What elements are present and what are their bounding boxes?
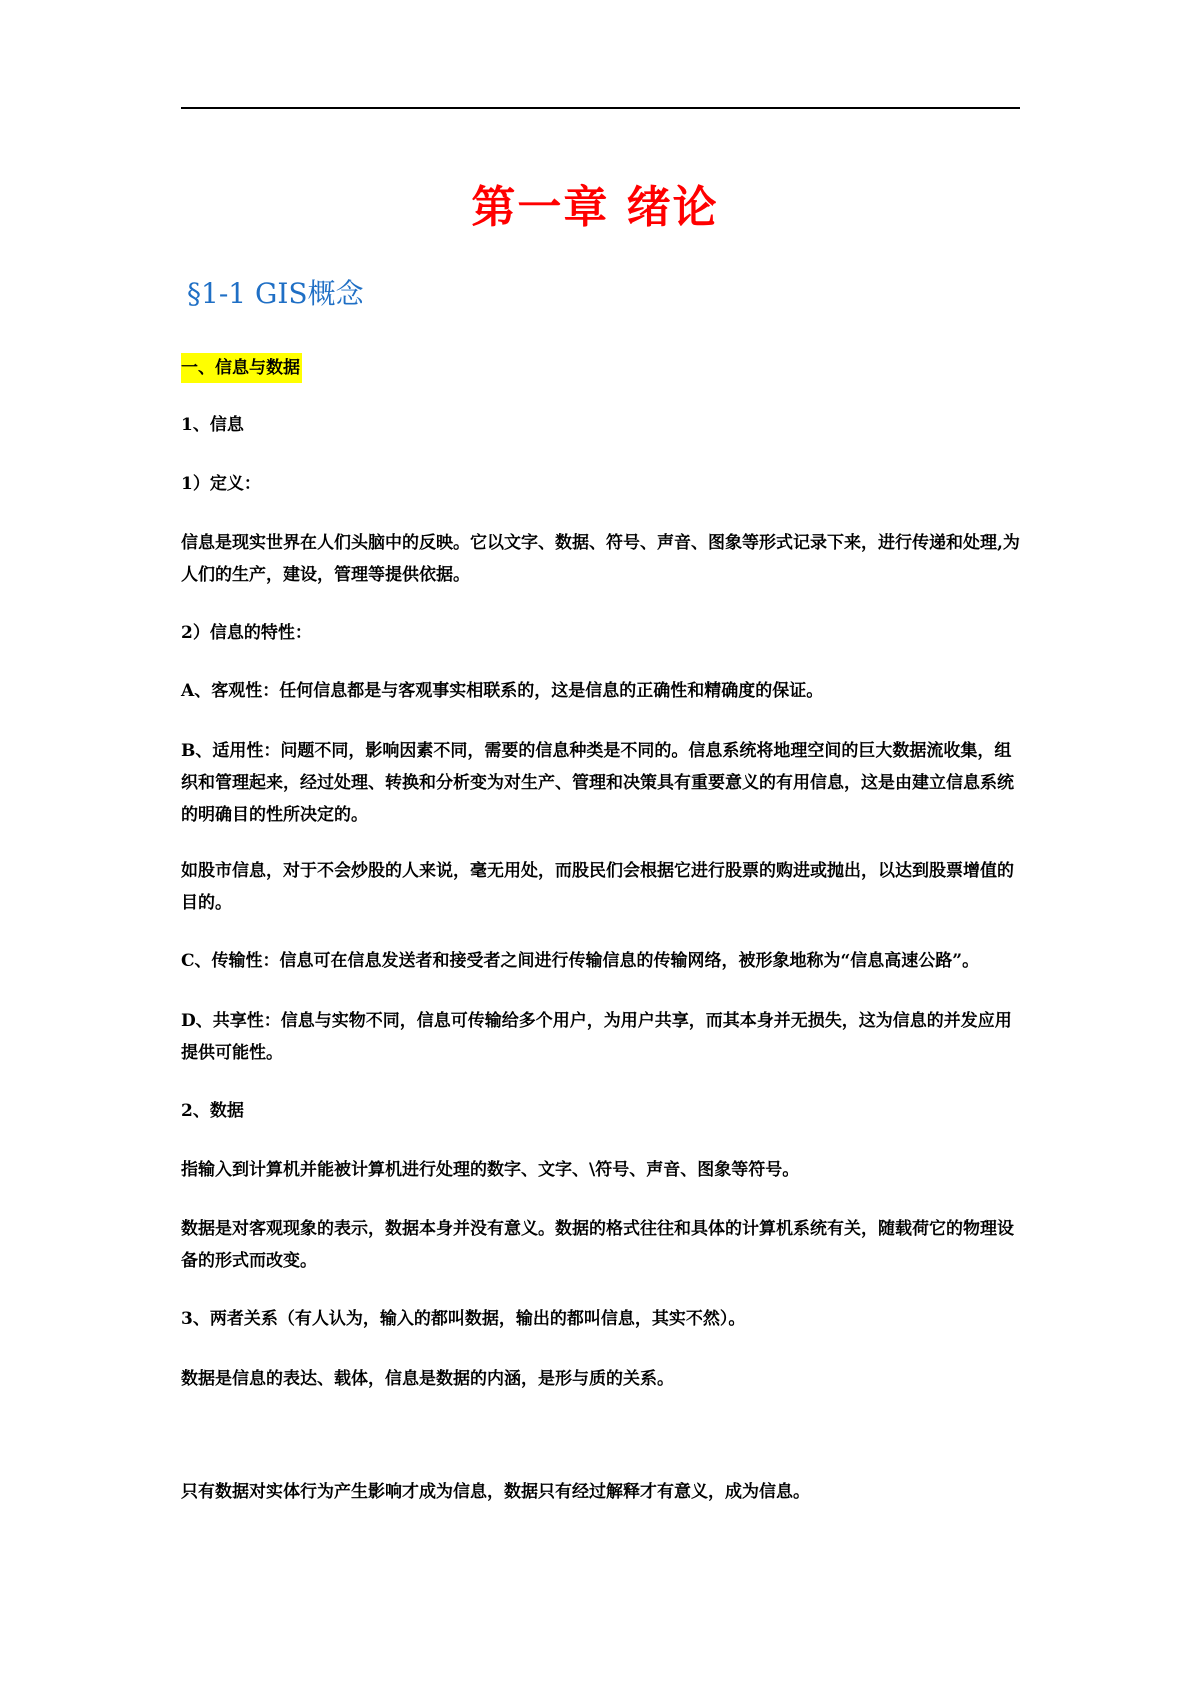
section-title: §1-1 GIS概念 [187, 277, 364, 310]
paragraph-relationship: 数据是信息的表达、载体，信息是数据的内涵，是形与质的关系。 [181, 1369, 674, 1389]
subheading-characteristics: 2）信息的特性： [181, 623, 312, 643]
header-rule [181, 107, 1020, 109]
paragraph-data-representation: 数据是对客观现象的表示，数据本身并没有意义。数据的格式往往和具体的计算机系统有关，随载荷它的物理设备的形式而改变。 [181, 1219, 1014, 1271]
paragraph-data-definition: 指输入到计算机并能被计算机进行处理的数字、文字、\符号、声音、图象等符号。 [181, 1160, 800, 1180]
paragraph-definition: 信息是现实世界在人们头脑中的反映。它以文字、数据、符号、声音、图象等形式记录下来，进行传递和处理,为人们的生产，建设，管理等提供依据。 [181, 533, 1020, 585]
paragraph-objectivity: A、客观性：任何信息都是与客观事实相联系的，这是信息的正确性和精确度的保证。 [181, 681, 824, 701]
subheading-definition: 1）定义： [181, 474, 261, 494]
chapter-title: 第一章 绪论 [471, 182, 719, 233]
paragraph-conclusion: 只有数据对实体行为产生影响才成为信息，数据只有经过解释才有意义，成为信息。 [181, 1482, 810, 1502]
paragraph-stock-example: 如股市信息，对于不会炒股的人来说，毫无用处，而股民们会根据它进行股票的购进或抛出，以达到股票增值的目的。 [181, 861, 1014, 913]
subheading-info: 1、信息 [181, 415, 244, 435]
paragraph-applicability: B、适用性：问题不同，影响因素不同，需要的信息种类是不同的。信息系统将地理空间的巨大数据流收集，组织和管理起来，经过处理、转换和分析变为对生产、管理和决策具有重要意义的有用信息，这是由建立信息系统的明确目的性所决定的。 [181, 741, 1014, 825]
subheading-relationship: 3、两者关系（有人认为，输入的都叫数据，输出的都叫信息，其实不然）。 [181, 1309, 746, 1329]
subheading-data: 2、数据 [181, 1101, 244, 1121]
paragraph-shareability: D、共享性：信息与实物不同，信息可传输给多个用户，为用户共享，而其本身并无损失，这为信息的并发应用提供可能性。 [181, 1011, 1012, 1063]
paragraph-transmissibility: C、传输性：信息可在信息发送者和接受者之间进行传输信息的传输网络，被形象地称为“信息高速公路”。 [181, 951, 980, 971]
highlighted-heading: 一、信息与数据 [181, 353, 302, 383]
